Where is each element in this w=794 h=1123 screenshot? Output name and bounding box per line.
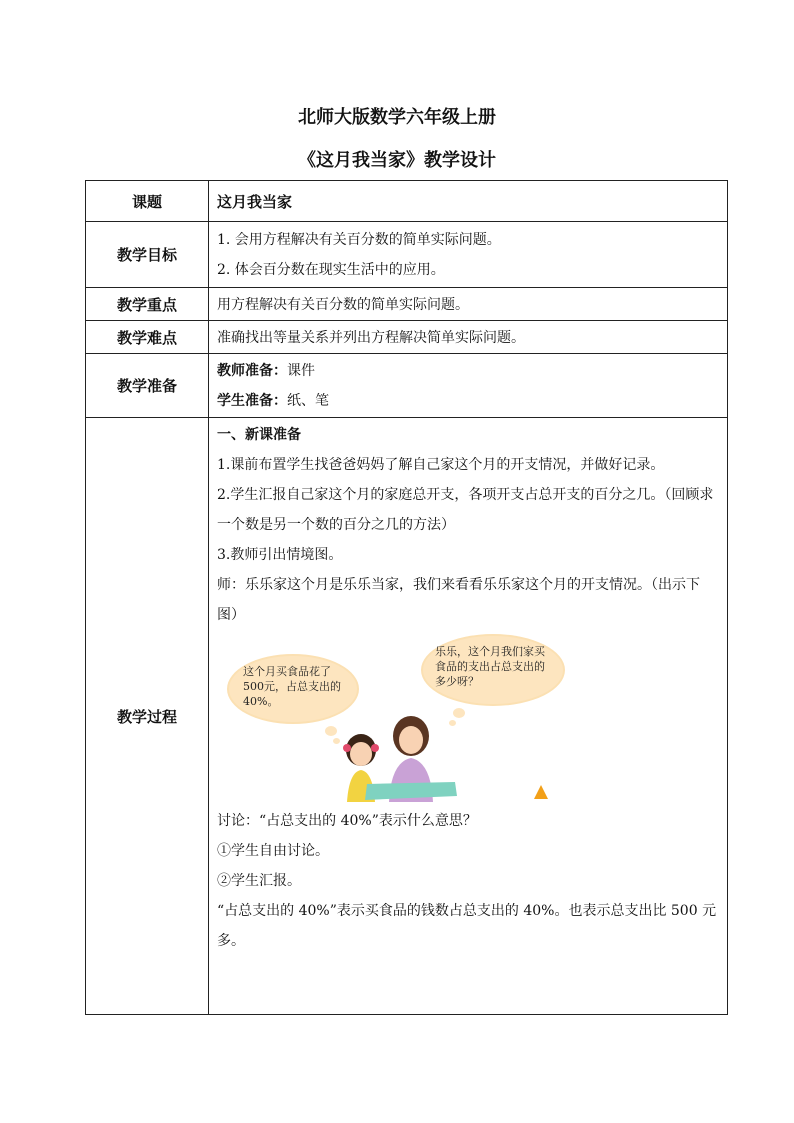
teacher-prep-label: 教师准备： (217, 362, 287, 379)
doc-title: 北师大版数学六年级上册 (298, 107, 496, 128)
row-key (86, 288, 728, 321)
mom-bubble-text: 乐乐，这个月我们家买食品的支出占总支出的多少呀？ (435, 645, 545, 688)
answer-step-1: ①学生自由讨论。 (217, 843, 329, 859)
goal-content (209, 222, 728, 288)
row-difficulty (86, 321, 728, 354)
label-topic: 课题 (86, 181, 209, 222)
answer-step-2: ②学生汇报。 (217, 873, 301, 889)
label-key: 教学重点 (86, 288, 209, 321)
triangle-marker-icon (533, 784, 549, 800)
scene-illustration (217, 634, 719, 804)
label-process: 教学过程 (86, 418, 209, 1015)
goal-item-2: 2. 体会百分数在现实生活中的应用。 (217, 261, 445, 278)
doc-subtitle: 《这月我当家》教学设计 (298, 150, 496, 171)
label-goal: 教学目标 (86, 222, 209, 288)
row-topic (86, 181, 728, 222)
paragraph-4: 师：乐乐家这个月是乐乐当家，我们来看看乐乐家这个月的开支情况。（出示下图） (217, 577, 700, 623)
discussion-question: 讨论：“占总支出的 40%”表示什么意思？ (217, 813, 477, 829)
prep-content (209, 354, 728, 418)
teacher-prep-value: 课件 (287, 362, 315, 379)
label-prep: 教学准备 (86, 354, 209, 418)
paragraph-3: 3.教师引出情境图。 (217, 547, 343, 563)
process-content (209, 418, 728, 1015)
student-prep-label: 学生准备： (217, 392, 287, 409)
row-prep (86, 354, 728, 418)
key-value: 用方程解决有关百分数的简单实际问题。 (209, 288, 728, 321)
difficulty-value: 准确找出等量关系并列出方程解决简单实际问题。 (209, 321, 728, 354)
topic-value: 这月我当家 (209, 181, 728, 222)
row-process (86, 418, 728, 1015)
girl-bubble-text: 这个月买食品花了500元，占总支出的40%。 (243, 665, 341, 708)
family-figures (327, 712, 457, 802)
row-goal (86, 222, 728, 288)
student-prep-value: 纸、笔 (287, 392, 329, 409)
label-difficulty: 教学难点 (86, 321, 209, 354)
paragraph-1: 1.课前布置学生找爸爸妈妈了解自己家这个月的开支情况，并做好记录。 (217, 457, 665, 473)
lesson-plan-table (85, 180, 728, 1015)
answer-explanation: “占总支出的 40%”表示买食品的钱数占总支出的 40%。也表示总支出比 500 元多。 (217, 903, 717, 949)
section-heading: 一、新课准备 (217, 427, 301, 443)
goal-item-1: 1. 会用方程解决有关百分数的简单实际问题。 (217, 231, 501, 248)
paragraph-2: 2.学生汇报自己家这个月的家庭总开支，各项开支占总开支的百分之几。（回顾求一个数是另一个数的百分之几的方法） (217, 487, 714, 533)
